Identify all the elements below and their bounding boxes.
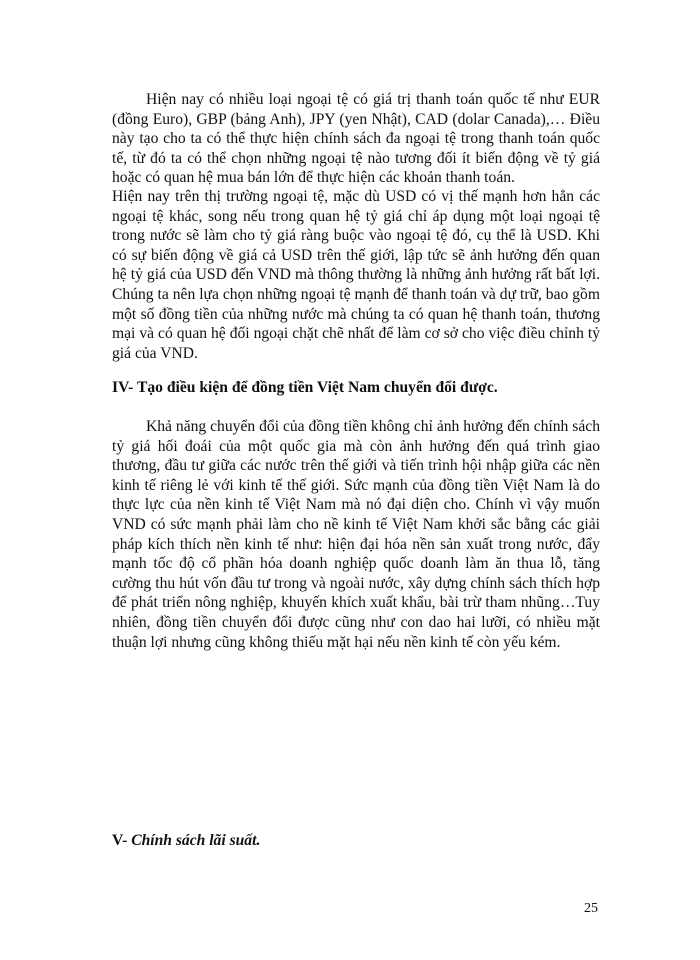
paragraph-multi-currency (112, 90, 600, 188)
paragraph-usd-dependence: Hiện nay trên thị trường ngoại tệ, mặc dù USD có vị thế mạnh hơn hẳn các ngoại tệ khác, song nếu trong quan hệ tỷ giá chỉ áp dụng một loại ngoại tệ trong nước sẽ làm cho tỷ giá ràng buộc vào ngoại tệ đó, cụ thể là USD. Khi có sự biến động về giá cả USD trên thế giới, lập tức sẽ ảnh hưởng đến quan hệ tỷ giá của USD đến VND mà thông thường là những ảnh hưởng rất bất lợi. Chúng ta nên lựa chọn những ngoại tệ mạnh để thanh toán và dự trữ, bao gồm một số đồng tiền của những nước mà chúng ta có quan hệ thanh toán, thương mại và có quan hệ đối ngoại chặt chẽ nhất để làm cơ sở cho việc điều chỉnh tỷ giá của VND. (112, 188, 600, 362)
section-number: IV- (112, 379, 137, 396)
paragraph-text: Khả năng chuyển đổi của đồng tiền không chỉ ảnh hưởng đến chính sách tỷ giá hối đoái của một quốc gia mà còn ảnh hưởng đến quá trình giao thương, đầu tư giữa các nước trên thế giới và tiến trình hội nhập giữa các nền kinh tế riêng lẻ với kinh tế thế giới. Sức mạnh của đồng tiền Việt Nam là do thực lực của nền kinh tế Việt Nam mà nó đại diện cho. Chính vì vậy muốn VND có sức mạnh phải làm cho nề kinh tế Việt Nam khởi sắc bằng các giải pháp kích thích nền kinh tế như: hiện đại hóa nền sản xuất trong nước, đẩy mạnh tốc độ cổ phần hóa doanh nghiệp quốc doanh làm ăn thua lỗ, tăng cường thu hút vốn đầu tư trong và ngoài nước, xây dựng chính sách thích hợp để phát triển nông nghiệp, khuyến khích xuất khẩu, bài trừ tham nhũng…Tuy nhiên, đồng tiền chuyển đổi được cũng như con dao hai lưỡi, có nhiều mặt thuận lợi nhưng cũng không thiếu mặt hại nếu nền kinh tế còn yếu kém. (112, 418, 600, 651)
paragraph-convertibility (112, 417, 600, 652)
section-title: Chính sách lãi suất. (131, 832, 261, 849)
section-title: Tạo điều kiện để đồng tiền Việt Nam chuyển đổi được. (136, 379, 498, 396)
section-heading-v (112, 831, 260, 851)
paragraph-text: Hiện nay có nhiều loại ngoại tệ có giá trị thanh toán quốc tế như EUR (đồng Euro), GBP (bảng Anh), JPY (yen Nhật), CAD (dolar Canada),… Điều này tạo cho ta có thể thực hiện chính sách đa ngoại tệ trong thanh toán quốc tế, từ đó ta có thể chọn những ngoại tệ nào tương đối ít biến động về tỷ giá hoặc có quan hệ mua bán lớn để thực hiện các khoản thanh toán. (112, 91, 600, 187)
page-number: 25 (584, 901, 598, 916)
section-heading-iv (112, 378, 498, 398)
section-number: V- (112, 832, 132, 849)
